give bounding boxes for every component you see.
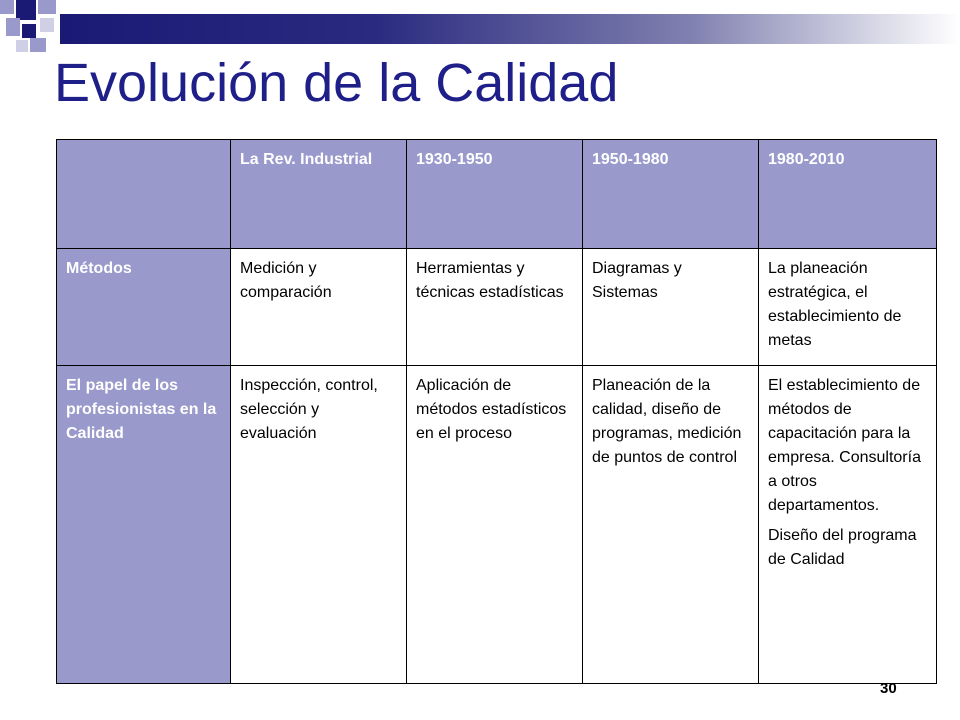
table-header-cell: 1950-1980 xyxy=(583,140,759,249)
decoration-square xyxy=(30,38,46,52)
table-cell: Planeación de la calidad, diseño de programas, medición de puntos de control xyxy=(583,366,759,684)
table-cell: Medición y comparación xyxy=(231,249,407,366)
decoration-square xyxy=(16,0,36,20)
decoration-square xyxy=(0,0,14,14)
table-cell: Diagramas y Sistemas xyxy=(583,249,759,366)
table-cell: Herramientas y técnicas estadísticas xyxy=(407,249,583,366)
slide-title: Evolución de la Calidad xyxy=(54,53,619,113)
table-cell: Aplicación de métodos estadísticos en el proceso xyxy=(407,366,583,684)
table-row xyxy=(57,249,937,366)
page-number: 30 xyxy=(880,680,897,697)
row-label: El papel de los profesionistas en la Calidad xyxy=(57,366,231,684)
table-header-row xyxy=(57,140,937,249)
decoration-square xyxy=(16,40,28,52)
row-label: Métodos xyxy=(57,249,231,366)
table-header-cell: 1930-1950 xyxy=(407,140,583,249)
table-cell xyxy=(759,366,937,684)
table-cell: Inspección, control, selección y evaluación xyxy=(231,366,407,684)
decoration-square xyxy=(6,18,20,36)
table-header-cell: 1980-2010 xyxy=(759,140,937,249)
cell-paragraph: El establecimiento de métodos de capacitación para la empresa. Consultoría a otros departamentos. xyxy=(768,377,921,514)
table-header-cell xyxy=(57,140,231,249)
table-row xyxy=(57,366,937,684)
table-header-cell: La Rev. Industrial xyxy=(231,140,407,249)
decoration-square xyxy=(38,0,56,14)
table-cell: La planeación estratégica, el establecimiento de metas xyxy=(759,249,937,366)
decoration-square xyxy=(40,18,54,32)
header-decoration-bar xyxy=(60,14,960,44)
decoration-square xyxy=(22,24,36,38)
cell-paragraph: Diseño del programa de Calidad xyxy=(768,527,917,568)
evolution-table xyxy=(56,139,936,684)
